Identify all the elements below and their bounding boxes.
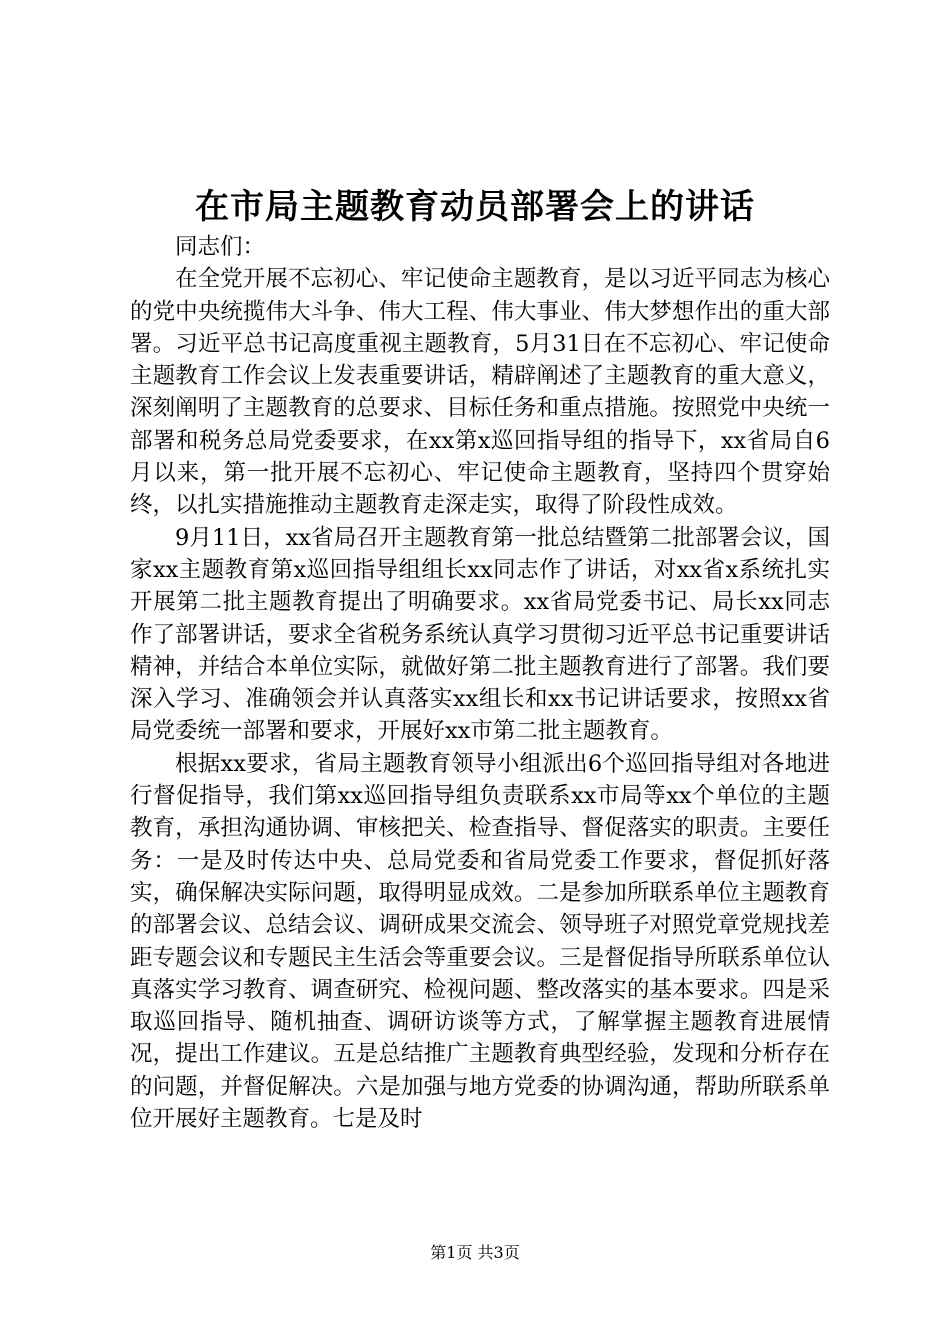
document-title: 在市局主题教育动员部署会上的讲话 [195,187,755,227]
paragraph-1: 在全党开展不忘初心、牢记使命主题教育，是以习近平同志为核心的党中央统揽伟大斗争、伟大工程、伟大事业、伟大梦想作出的重大部署。习近平总书记高度重视主题教育，5月31日在不忘初心、牢记使命主题教育工作会议上发表重要讲话，精辟阐述了主题教育的重大意义，深刻阐明了主题教育的总要求、目标任务和重点措施。按照党中央统一部署和税务总局党委要求，在xx第x巡回指导组的指导下，xx省局自6月以来，第一批开展不忘初心、牢记使命主题教育，坚持四个贯穿始终，以扎实措施推动主题教育走深走实，取得了阶段性成效。 [130,266,830,519]
document-body [130,231,830,1135]
paragraph-2: 9月11日，xx省局召开主题教育第一批总结暨第二批部署会议，国家xx主题教育第x巡回指导组组长xx同志作了讲话，对xx省x系统扎实开展第二批主题教育提出了明确要求。xx省局党委书记、局长xx同志作了部署讲话，要求全省税务系统认真学习贯彻习近平总书记重要讲话精神，并结合本单位实际，就做好第二批主题教育进行了部署。我们要深入学习、准确领会并认真落实xx组长和xx书记讲话要求，按照xx省局党委统一部署和要求，开展好xx市第二批主题教育。 [130,524,830,745]
greeting: 同志们： [175,234,266,260]
paragraph-3: 根据xx要求，省局主题教育领导小组派出6个巡回指导组对各地进行督促指导，我们第xx巡回指导组负责联系xx市局等xx个单位的主题教育，承担沟通协调、审核把关、检查指导、督促落实的职责。主要任务：一是及时传达中央、总局党委和省局党委工作要求，督促抓好落实，确保解决实际问题，取得明显成效。二是参加所联系单位主题教育的部署会议、总结会议、调研成果交流会、领导班子对照党章党规找差距专题会议和专题民主生活会等重要会议。三是督促指导所联系单位认真落实学习教育、调查研究、检视问题、整改落实的基本要求。四是采取巡回指导、随机抽查、调研访谈等方式，了解掌握主题教育进展情况，提出工作建议。五是总结推广主题教育典型经验，发现和分析存在的问题，并督促解决。六是加强与地方党委的协调沟通，帮助所联系单位开展好主题教育。七是及时 [130,750,830,1133]
page-footer: 第1页 共3页 [430,1243,520,1262]
